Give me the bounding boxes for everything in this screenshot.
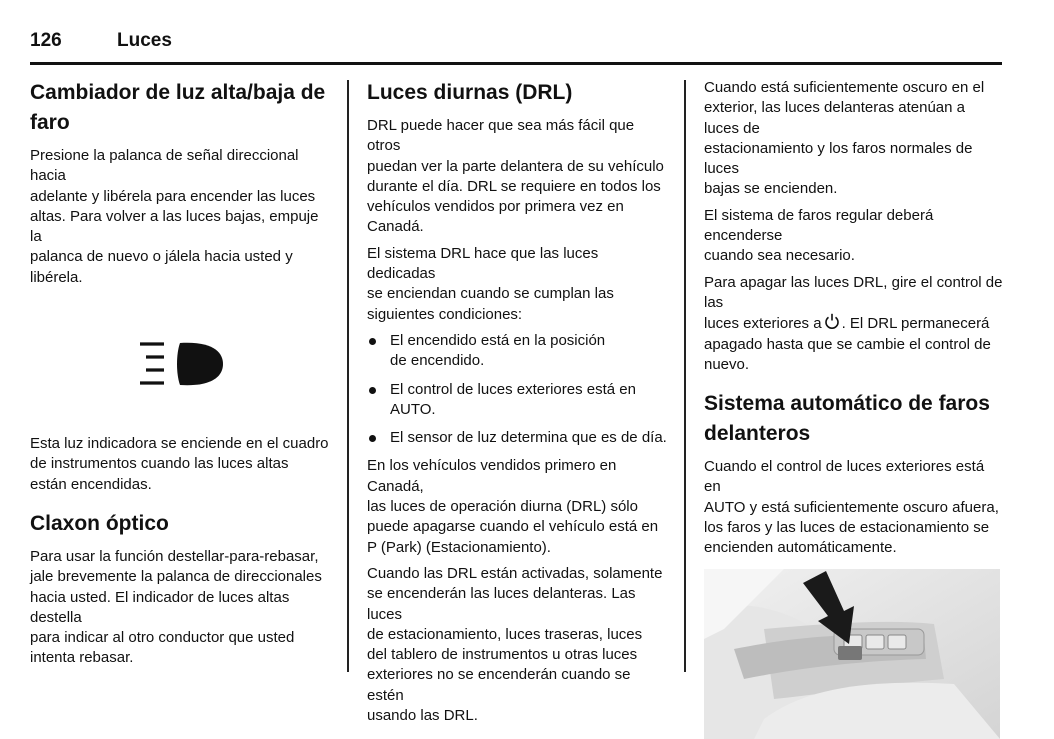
page-number: 126 bbox=[30, 30, 62, 51]
light-sensor-photo bbox=[704, 569, 1000, 739]
paragraph-high-low-beam: Presione la palanca de señal direccional hacia adelante y libérela para encender las luces altas. Para volver a las luces bajas, empuje la palanca de nuevo o jálela hacia usted y libérela. bbox=[30, 147, 319, 286]
paragraph-drl-off: Para apagar las luces DRL, gire el control de las luces exteriores a . El DRL permanecerá apagado hasta que se cambie el control de nuevo. bbox=[704, 273, 1003, 373]
list-item: El control de luces exteriores está en AUTO. bbox=[367, 380, 667, 421]
power-off-icon bbox=[824, 313, 840, 329]
column-1 bbox=[30, 78, 330, 675]
paragraph-drl-conditions: El sistema DRL hace que las luces dedicadas se enciendan cuando se cumplan las siguientes condiciones: bbox=[367, 244, 614, 323]
paragraph-regular-system: El sistema de faros regular deberá encenderse cuando sea necesario. bbox=[704, 206, 934, 265]
paragraph-flash-to-pass: Para usar la función destellar-para-rebasar, jale brevemente la palanca de direccionales hacia usted. El indicador de luces altas destella para indicar al otro conductor que usted intenta rebasar. bbox=[30, 547, 322, 667]
paragraph-indicator: Esta luz indicadora se enciende en el cuadro de instrumentos cuando las luces altas están encendidas. bbox=[30, 435, 329, 493]
high-beam-indicator-icon bbox=[140, 340, 224, 388]
column-divider-1 bbox=[347, 80, 349, 672]
paragraph-dark-outside: Cuando está suficientemente oscuro en el exterior, las luces delanteras atenúan a luces de estacionamiento y los faros normales de luces bajas se encienden. bbox=[704, 79, 985, 198]
heading-drl: Luces diurnas (DRL) bbox=[367, 81, 573, 104]
list-item: El sensor de luz determina que es de día. bbox=[367, 428, 667, 448]
heading-high-low-beam: Cambiador de luz alta/baja de faro bbox=[30, 81, 326, 134]
page-header bbox=[30, 30, 1002, 64]
section-title: Luces bbox=[117, 30, 172, 51]
column-3 bbox=[704, 78, 1004, 739]
header-rule bbox=[30, 62, 1002, 65]
column-2 bbox=[367, 78, 667, 732]
heading-auto-headlamps: Sistema automático de faros delanteros bbox=[704, 392, 990, 446]
heading-flash-to-pass: Claxon óptico bbox=[30, 511, 169, 535]
column-divider-2 bbox=[684, 80, 686, 672]
paragraph-drl-active: Cuando las DRL están activadas, solamente se encenderán las luces delanteras. Las luces de estacionamiento, luces traseras, luces del tablero de instrumentos u otras luces exteriores no se encenderán cuando se estén usando las DRL. bbox=[367, 564, 663, 725]
paragraph-drl-intro: DRL puede hacer que sea más fácil que otros puedan ver la parte delantera de su vehículo durante el día. DRL se requiere en todos los vehículos vendidos por primera vez en Canadá. bbox=[367, 117, 664, 236]
drl-conditions-list bbox=[367, 331, 667, 448]
paragraph-drl-canada: En los vehículos vendidos primero en Canadá, las luces de operación diurna (DRL) sólo puede apagarse cuando el vehículo está en P (Park) (Estacionamiento). bbox=[367, 457, 659, 556]
paragraph-auto-headlamps: Cuando el control de luces exteriores está en AUTO y está suficientemente oscuro afuera, los faros y las luces de estacionamiento se encienden automáticamente. bbox=[704, 458, 999, 557]
list-item: El encendido está en la posición de encendido. bbox=[367, 331, 667, 372]
